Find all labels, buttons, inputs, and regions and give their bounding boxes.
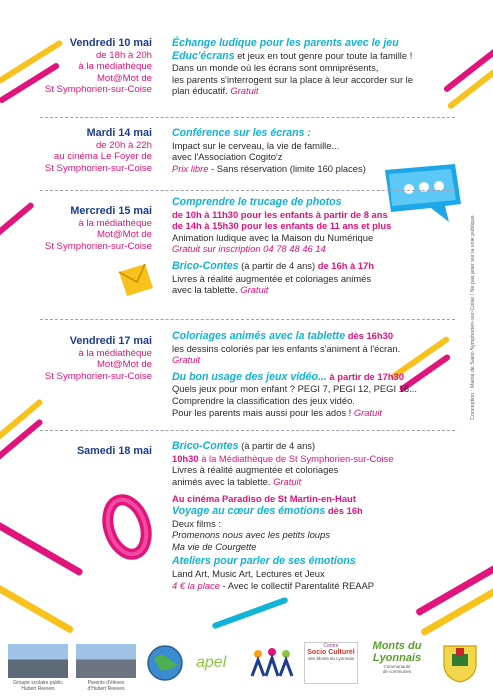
town-crest-logo xyxy=(438,642,482,684)
envelope-icon xyxy=(115,262,155,298)
workshop-price: 4 € la place xyxy=(172,579,220,591)
event-title: Conférence sur les écrans : xyxy=(172,127,311,139)
event-price: Gratuit xyxy=(230,85,259,97)
event-venue: à la médiathèque xyxy=(78,347,152,359)
event-when xyxy=(0,336,152,382)
event-venue: St Symphorien-sur-Coise xyxy=(44,162,152,174)
event-venue: Mot@Mot de xyxy=(96,72,152,84)
event-venue: St Symphorien-sur-Coise xyxy=(44,240,152,252)
school-caption: Groupe scolaire public Hubert Reeves xyxy=(13,680,63,692)
event-note: - Sans réservation (limite 160 places) xyxy=(208,162,366,174)
parents-caption: Parents d'élèves d'Hubert Reeves xyxy=(87,680,125,692)
zero-icon xyxy=(100,490,155,565)
event-details xyxy=(172,128,472,174)
event-description: les parents s'interrogent sur la place à leur accorder sur le xyxy=(172,73,413,85)
event-venue: à la médiathèque xyxy=(78,61,152,73)
event-price: Gratuit xyxy=(273,475,302,487)
event-time: à partir de 17h30 xyxy=(326,370,404,382)
event-subtitle: Brico-Contes xyxy=(172,259,239,272)
separator xyxy=(40,430,455,431)
event-description: avec l'Association Cogito'z xyxy=(172,151,283,163)
event-when xyxy=(0,446,152,458)
separator xyxy=(40,319,455,320)
globe-logo xyxy=(146,644,184,682)
event-venue: St Symphorien-sur-Coise xyxy=(44,84,152,96)
event-description: plan éducatif. xyxy=(172,85,228,97)
event-time: dès 16h xyxy=(325,504,363,516)
event-when xyxy=(0,38,152,96)
event-details xyxy=(172,330,472,418)
event-price: Gratuit xyxy=(240,284,269,296)
event-when xyxy=(0,128,152,174)
centre-socio-culturel-logo: Centre Socio Culturel des Monts du Lyonnais xyxy=(304,642,358,684)
event-description: Comprendre la classification des jeux vidéo. xyxy=(172,394,355,406)
event-description: Pour les parents mais aussi pour les ados ! xyxy=(172,406,352,418)
footer-logos xyxy=(0,636,493,700)
film-title: Ma vie de Courgette xyxy=(172,540,257,552)
event-age: (à partir de 4 ans) xyxy=(238,259,318,271)
workshop-title: Ateliers pour parler de ses émotions xyxy=(172,555,356,568)
event-time: 10h30 xyxy=(172,452,199,464)
event-venue: à la médiathèque xyxy=(78,217,152,229)
event-time: de 18h à 20h xyxy=(95,49,152,61)
separator xyxy=(40,117,455,118)
event-details xyxy=(172,440,472,591)
event-day: Mardi 14 mai xyxy=(86,127,152,139)
event-description: Quels jeux pour mon enfant ? PEGI 7, PEGI 12, PEGI 16... xyxy=(172,383,417,395)
event-venue: au cinéma Le Foyer de xyxy=(53,151,152,163)
decor-stripe xyxy=(211,597,288,630)
film-title: Promenons nous avec les petits loups xyxy=(172,529,330,541)
event-venue: Mot@Mot de xyxy=(96,359,152,371)
event-title: Brico-Contes xyxy=(172,440,239,452)
mjc-logo xyxy=(248,646,296,680)
event-description: avec la tablette. xyxy=(172,284,238,296)
event-time: de 16h à 17h xyxy=(317,259,374,271)
parents-photo xyxy=(76,644,136,678)
event-subtitle: Voyage au cœur des émotions xyxy=(172,504,326,517)
event-description: Livres à réalité augmentée et coloriages xyxy=(172,464,339,476)
event-description: les dessins coloriés par les enfants s'animent à l'écran. xyxy=(172,342,401,354)
event-price: Prix libre xyxy=(172,162,209,174)
event-price: Gratuit xyxy=(172,354,201,366)
workshop-description: Land Art, Music Art, Lectures et Jeux xyxy=(172,567,325,579)
event-schedule: de 10h à 11h30 pour les enfants à partir de 8 ans xyxy=(172,208,388,220)
event-time: dès 16h30 xyxy=(345,330,394,341)
event-details xyxy=(172,38,472,97)
event-title: Coloriages animés avec la tablette xyxy=(172,330,346,342)
event-venue: à la Médiathèque de St Symphorien-sur-Coise xyxy=(198,452,394,464)
event-description: animés avec la tablette. xyxy=(172,475,271,487)
event-age: (à partir de 4 ans) xyxy=(238,440,316,451)
event-day: Vendredi 17 mai xyxy=(69,335,152,347)
decor-stripe xyxy=(0,510,84,576)
event-description: Animation ludique avec la Maison du Numérique xyxy=(172,231,374,243)
event-subtitle: et jeux en tout genre pour toute la famille ! xyxy=(234,49,413,61)
school-photo xyxy=(8,644,68,678)
event-description: Livres à réalité augmentée et coloriages animés xyxy=(172,272,372,284)
event-when xyxy=(0,206,152,252)
event-title: Comprendre le trucage de photos xyxy=(172,196,342,208)
separator xyxy=(40,190,455,191)
event-title: Educ'écrans xyxy=(172,49,235,62)
event-time: de 20h à 22h xyxy=(95,139,152,151)
films-label: Deux films : xyxy=(172,517,221,529)
apel-logo: apel xyxy=(196,654,227,671)
event-venue: Mot@Mot de xyxy=(96,229,152,241)
workshop-note: - Avec le collectif Parentalité REAAP xyxy=(219,579,375,591)
event-description: Dans un monde où les écrans sont omniprésents, xyxy=(172,62,379,74)
event-title: Échange ludique pour les parents avec le jeu xyxy=(172,37,399,49)
event-day: Samedi 18 mai xyxy=(76,445,152,457)
monts-du-lyonnais-logo: Monts du Lyonnais Communauté de communes xyxy=(372,640,422,674)
event-subtitle: Du bon usage des jeux vidéo... xyxy=(172,370,327,383)
decor-stripe xyxy=(0,573,74,634)
event-price: Gratuit sur inscription 04 78 48 46 14 xyxy=(172,243,326,255)
side-credit: Conception : Mairie de Saint-Symphorien-sur-Coise / Ne pas jeter sur la voie publique. xyxy=(470,213,476,420)
event-cinema: Au cinéma Paradiso de St Martin-en-Haut xyxy=(172,493,356,505)
event-details xyxy=(172,197,472,296)
event-schedule: de 14h à 15h30 pour les enfants de 11 ans et plus xyxy=(172,220,392,232)
event-price: Gratuit xyxy=(353,406,383,418)
event-day: Mercredi 15 mai xyxy=(70,205,152,217)
event-description: Impact sur le cerveau, la vie de famille... xyxy=(172,139,340,151)
event-day: Vendredi 10 mai xyxy=(69,37,152,49)
event-venue: St Symphorien-sur-Coise xyxy=(44,370,152,382)
